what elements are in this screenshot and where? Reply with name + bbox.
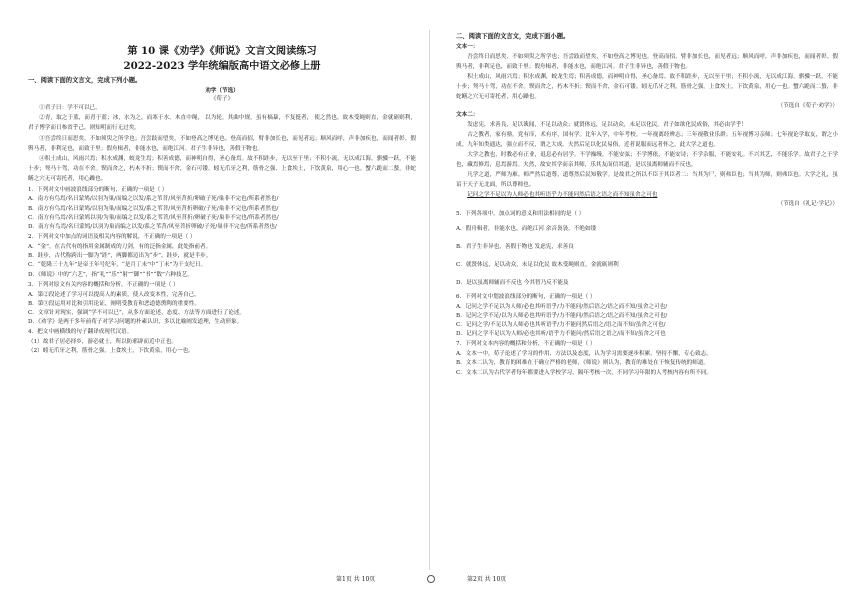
page-right xyxy=(430,0,860,608)
passage-paragraph: ①君子曰：学不可以已。 xyxy=(39,105,101,111)
question-1: 1．下列对文中画波浪线部分的断句，正确的一项是（ ） xyxy=(28,186,168,193)
question-1-option: B．南方有鸟焉/名曰蒙鸠/以羽为巢/而编之以发/系之苇苕/风至苕折卵破/子死/巢非不完也/所系者然也/ xyxy=(28,205,279,212)
question-6-option: B．记问之学不足/以为人师必也其听语乎/力不能问/然后语之/语之而不知/虽舍之可也/ xyxy=(456,312,668,319)
question-5-option: C．就贤体远，足以动众，未足以化民 故木受绳则直，金就砺则利 xyxy=(456,261,619,268)
question-1-option: C．南方有鸟焉/名曰蒙鸠以羽/为巢/而编之以发/系之苇苕/风至苕折/卵破子死/巢非不完也/所系者然也/ xyxy=(28,214,279,221)
page-number-right: 第2页 共 10页 xyxy=(467,576,507,583)
binding-ring-icon xyxy=(427,575,435,583)
text-a-paragraph: 积土成山，风雨兴焉；积水成渊，蛟龙生焉；积善成德，而神明自得，圣心备焉。故不积跬步，无以至千里；不积小流，无以成江海。骐骥一跃，不能十步；驽马十驾，功在不舍。锲而舍之，朽木不折；锲而不舍，金石可镂。蚓无爪牙之利，筋骨之强，上食埃土，下饮黄泉，用心一也。蟹六跪而二螯，非蛇鳝之穴无可寄托者，用心躁也。 xyxy=(456,74,838,100)
text-b-paragraph: 凡学之道，严师为难。师严然后道尊，道尊然后民知敬学。是故君之所以不臣于其臣者二：当其为尸，则弗臣也；当其为师，则弗臣也。大学之礼，虽诏于天子无北面，所以尊师也。 xyxy=(456,172,838,188)
question-2-option: B．跬步，古代称跨出一脚为“跬”，两脚都迈出为“步”，跬步，就是半步。 xyxy=(28,253,212,260)
text-b-label: 文本二： xyxy=(456,112,479,118)
page-title: 第 10 课《劝学》《师说》文言文阅读练习 xyxy=(127,45,317,57)
text-b-paragraph: 大学之教也，时教必有正业，退息必有居学。不学操缦，不能安弦；不学博依，不能安诗；不学杂服，不能安礼。不兴其艺，不能乐学。故君子之于学也，藏焉修焉，息焉游焉。夫然，故安其学而亲其师，乐其友而信其道，是以虽离师辅而不反也。 xyxy=(456,152,838,168)
passage-paragraph: ③吾尝终日而思矣，不如须臾之所学也；吾尝跂而望矣，不如登高之博见也。登高而招，臂非加长也，而见者远；顺风而呼，声非加疾也，而闻者彰。假舆马者，非利足也，而致千里；假舟楫者，非能水也，而绝江河。君子生非异也，善假于物也。 xyxy=(28,135,416,152)
question-2: 2．下列对文中加点的词语及相关内容的解说，不正确的一项是（ ） xyxy=(28,234,196,241)
question-7-option: B．文本二认为，教育的困难在于确立严格的老师，《师说》则认为，教育的难处在于恢复传统的师道。 xyxy=(456,360,710,367)
question-3-option: A．第②段论述了学习可以提高人的素质，使人改变本性，完善自己。 xyxy=(28,291,200,298)
passage-paragraph: ④积土成山，风雨兴焉；积水成渊，蛟龙生焉；积善成德，而神明自得，圣心备焉。故不积跬步，无以至千里；不积小流，无以成江海。骐骥一跃，不能十步；驽马十驾，功在不舍。锲而舍之，朽木不折；锲而不舍，金石可镂。蚓无爪牙之利，筋骨之强，上食埃土，下饮黄泉，用心一也。蟹六跪而二螯，非蛇鳝之穴无可寄托者，用心躁也。 xyxy=(28,156,416,183)
question-4-item: （1）故君子居必择乡，游必就士，所以防邪辟而近中正也。 xyxy=(28,339,177,346)
question-2-option: C．“乾隆三十九年”是帝王年号纪年，“是月丁未”中“丁未”为干支纪日。 xyxy=(28,262,207,269)
question-7-option: A．文本一中，荀子论述了学习的作用、方法以及态度，认为学习需要逐步积累，坚持不懈，专心致志。 xyxy=(456,351,712,358)
text-a-paragraph: 吾尝终日而思矣，不如须臾之所学也；吾尝跂而望矣，不如登高之博见也。登高而招，臂非加长也，而见者远；顺风而呼，声非加疾也，而闻者彰。假舆马者，非利足也，而致千里；假舟楫者，非能水也，而绝江河。君子生非异也，善假于物也。 xyxy=(456,54,838,70)
question-6-option: A．记问之学不足以为人师/必也其听语乎/力不能问/然后语之/语之而不知/虽舍之可也/ xyxy=(456,303,668,310)
question-7: 7．下列对文本内容的概括和分析，不正确的一项是（ ） xyxy=(456,341,596,348)
passage-title: 劝学（节选） xyxy=(205,88,239,94)
question-3-option: C．文章针对现实，强调“学不可以已”，从多方面论述，态度、方法等方面进行了论述。 xyxy=(28,310,245,317)
text-a-label: 文本一： xyxy=(456,44,479,50)
page-subtitle: 2022-2023 学年统编版高中语文必修上册 xyxy=(123,60,321,72)
question-1-option: A．南方有鸟焉/名曰蒙鸠/以羽为巢/而编之以发/系之苇苕/风至苕折/卵破子死/巢非不完也/所系者然也/ xyxy=(28,196,279,203)
passage-paragraph: ②青，取之于蓝，而青于蓝；冰，水为之，而寒于水。木直中绳， 以为轮，其曲中规。虽有槁暴，不复挺者， 使之然也。故木受绳则直，金就砺则利，君子博学而日参省乎己，则知明而行无过矣。 xyxy=(28,115,416,132)
text-b-wavy-sentence: 记问之学不足以为人师必也其听语乎力不能问然后语之语之而不知虽舍之可也 xyxy=(467,192,658,198)
question-4: 4．把文中画横线的句子翻译成现代汉语。 xyxy=(28,329,133,336)
question-6-option: D．记问之学不足以为人师/必也其听/语乎力不能问/然后语之语之/而不知/虽舍之可也 xyxy=(456,331,666,338)
question-1-option: D．南方有鸟焉/名曰蒙鸠/以羽为巢而编之以发/系之苇苕/风至苕折卵破/子死/巢非不完也/所系者然也/ xyxy=(28,224,277,231)
text-a-source: （节选自《荀子·劝学》） xyxy=(777,103,838,109)
question-6: 6．下列对文中划波浪线部分的断句，正确的一项是（ ） xyxy=(456,293,596,300)
question-2-option: D．《师说》中的“六艺”，指“礼”“乐”“射”“御”“书”“数”六种技艺。 xyxy=(28,271,193,278)
question-3-option: D．《劝学》是两千多年前荀子对学习问题的朴素认识，多以比喻阐发道理，生动形象。 xyxy=(28,319,243,326)
question-6-option: C．记问之学/不足以为人师必也其听语乎/力不能问然后语之/语之而不知/虽舍之可也/ xyxy=(456,322,666,328)
text-b-paragraph: 发虑宪，求善良，足以谀闻，不足以动众；就贤体远，足以动众，未足以化民。君子如欲化民成俗，其必由学乎！ xyxy=(467,122,747,128)
question-5-option: D．是以虽离师辅而不反也 今其智乃反不能及 xyxy=(456,279,569,286)
question-3: 3．下列对原文有关内容的概括和分析，不正确的一项是（ ） xyxy=(28,281,179,288)
question-7-option: C．文本二认为古代学者每年都要进入学校学习，隔年考核一次，不同学习年限的人考核内容有所不同。 xyxy=(456,369,713,376)
page-number-left: 第1页 共 10页 xyxy=(336,576,376,583)
question-5: 5．下列各项中，加点词的意义和用法相同的是（ ） xyxy=(456,211,585,217)
question-3-option: B．第③段运用对比和引用论证，阐明受教育和恶道德熏陶的重要性。 xyxy=(28,300,200,307)
section-heading-2: 二、阅读下面的文言文，完成下面小题。 xyxy=(456,33,570,40)
text-b-paragraph: 古之教者，家有塾，党有庠，术有序，国有学。比年入学，中年考校。一年视离经辨志；三年视敬业乐群；五年视博习亲师；七年视论学取友，谓之小成。九年知类通达，强立而不反，谓之大成。夫然后足以化民易俗，近者说服而远者怀之，此大学之道也。 xyxy=(456,132,838,148)
question-2-option: A．“金”，在古代有的指用金属制成的刀剑，有的泛指金属，此处指前者。 xyxy=(28,244,212,251)
text-b-source: （节选自《礼记·学记》） xyxy=(777,201,838,207)
passage-author: 《荀子》 xyxy=(210,96,234,102)
question-4-item: （2）蚓无爪牙之利，筋骨之强，上食埃土，下饮黄泉，用心一也。 xyxy=(28,348,194,355)
question-5-option: B．君子生非异也，善假于物也 发虑宪，求善良 xyxy=(456,243,574,250)
section-heading-1: 一、阅读下面的文言文，完成下列小题。 xyxy=(28,77,142,84)
question-5-option: A．假舟楫者，非能水也，而绝江河 余音袅袅，不绝如缕 xyxy=(456,225,597,232)
